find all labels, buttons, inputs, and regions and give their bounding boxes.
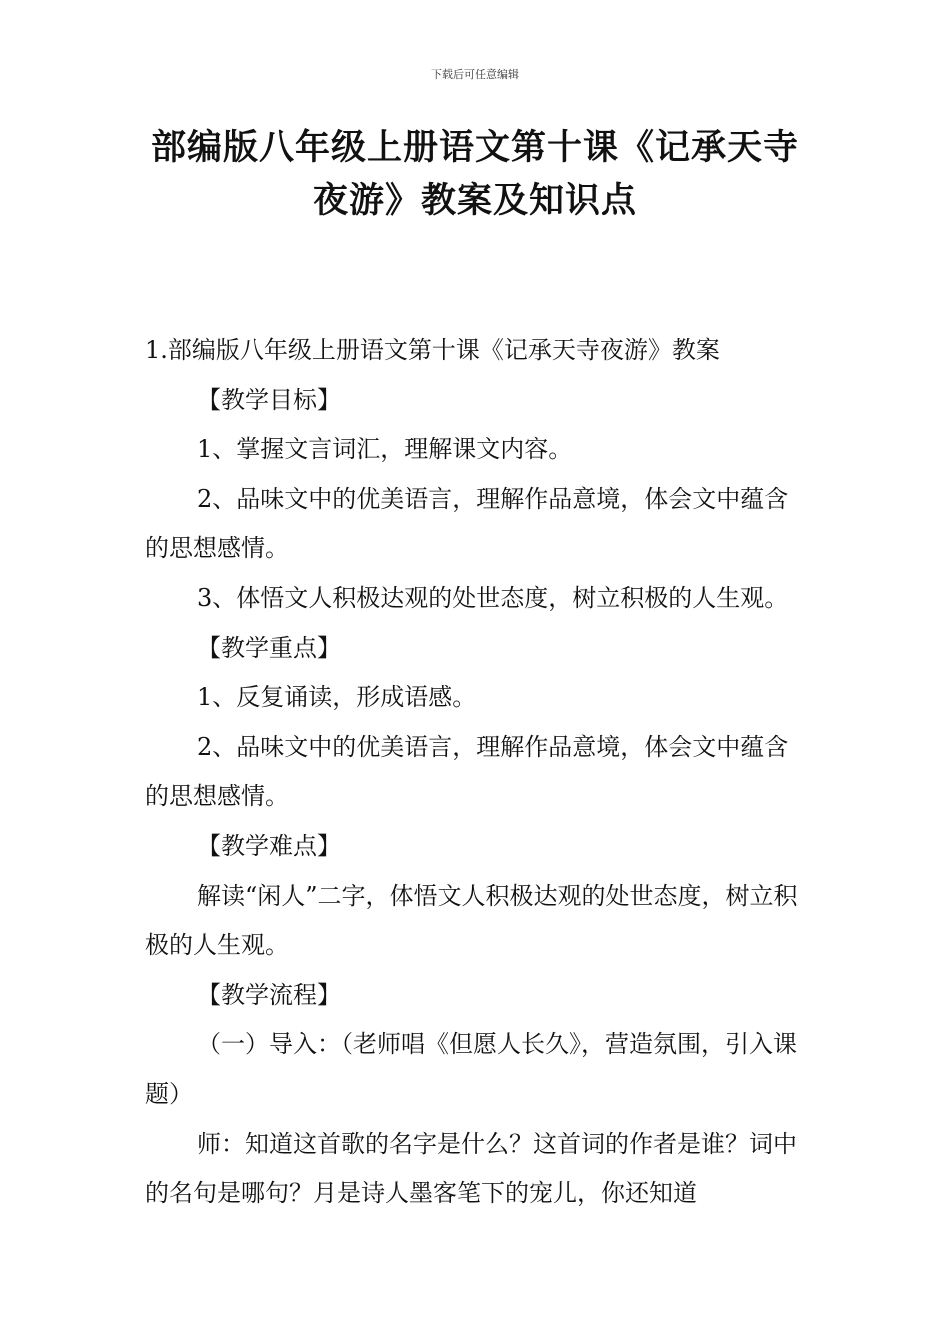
paragraph: （一）导入：（老师唱《但愿人长久》，营造氛围，引入课题） xyxy=(145,1030,797,1108)
title-line-2: 夜游》教案及知识点 xyxy=(312,181,637,221)
teaching-goals-heading: 【教学目标】 xyxy=(197,385,341,414)
paragraph: 2、品味文中的优美语言，理解作品意境，体会文中蕴含的思想感情。 xyxy=(145,732,789,811)
paragraph: 2、品味文中的优美语言，理解作品意境，体会文中蕴含的思想感情。 xyxy=(145,484,789,563)
paragraph: 师：知道这首歌的名字是什么？这首词的作者是谁？词中的名句是哪句？月是诗人墨客笔下的宠儿，你还知道 xyxy=(145,1129,797,1208)
document-title xyxy=(120,122,830,228)
paragraph: 解读“闲人”二字，体悟文人积极达观的处世态度，树立积极的人生观。 xyxy=(145,881,798,960)
document-body xyxy=(145,326,810,1219)
paragraph: 1、掌握文言词汇，理解课文内容。 xyxy=(197,435,573,464)
teaching-difficulty-heading: 【教学难点】 xyxy=(197,831,341,860)
teaching-focus-heading: 【教学重点】 xyxy=(197,633,341,662)
section-heading-paragraph: 1.部编版八年级上册语文第十课《记承天寺夜游》教案 xyxy=(145,336,720,364)
teaching-process-heading: 【教学流程】 xyxy=(197,980,341,1009)
paragraph: 1、反复诵读，形成语感。 xyxy=(197,683,477,712)
paragraph: 3、体悟文人积极达观的处世态度，树立积极的人生观。 xyxy=(197,583,789,612)
header-note: 下载后可任意编辑 xyxy=(431,68,519,81)
title-line-1: 部编版八年级上册语文第十课《记承天寺 xyxy=(150,128,799,168)
